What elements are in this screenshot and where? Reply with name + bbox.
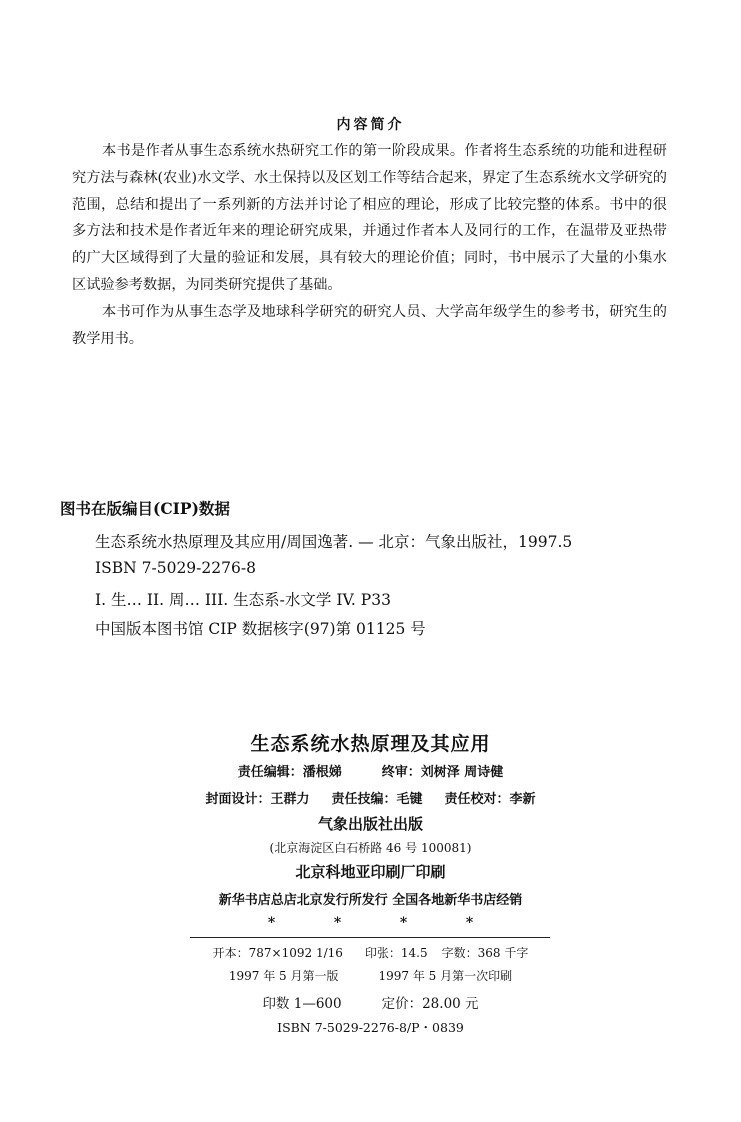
words: 字数：368 千字	[441, 946, 529, 960]
cip-line-2: ISBN 7-5029-2276-8	[95, 559, 256, 577]
star-1: *	[267, 915, 276, 931]
credits-row-1	[0, 761, 741, 780]
cip-line-1: 生态系统水热原理及其应用/周国逸著. — 北京：气象出版社，1997.5	[95, 533, 573, 551]
edition: 1997 年 5 月第一版	[228, 969, 339, 983]
editor: 责任编辑：潘根娣	[237, 765, 342, 780]
format: 开本：787×1092 1/16	[212, 946, 343, 960]
printer: 北京科地亚印刷厂印刷	[295, 863, 446, 881]
book-title: 生态系统水热原理及其应用	[250, 733, 491, 755]
star-4: *	[465, 915, 474, 931]
specs-row	[0, 944, 741, 961]
cip-title: 图书在版编目(CIP)数据	[60, 499, 230, 518]
edition-row	[0, 967, 741, 984]
print-run: 印数 1—600	[262, 996, 342, 1012]
tech-editor: 责任技编：毛键	[331, 792, 423, 807]
intro-paragraph-1: 本书是作者从事生态系统水热研究工作的第一阶段成果。作者将生态系统的功能和进程研究方法与森林(农业)水文学、水土保持以及区划工作等结合起来，界定了生态系统水文学研究的范围，总结和提出了一系列新的方法并讨论了相应的理论，形成了比较完整的体系。书中的很多方法和技术是作者近年来的理论研究成果，并通过作者本人及同行的工作，在温带及亚热带的广大区域得到了大量的验证和发展，具有较大的理论价值；同时，书中展示了大量的小集水区试验参考数据，为同类研究提供了基础。	[72, 143, 667, 293]
intro-section	[72, 138, 667, 352]
cover-design: 封面设计：王群力	[205, 792, 310, 807]
price-row	[0, 992, 741, 1012]
credits-row-2	[0, 788, 741, 807]
final-review: 终审：刘树泽 周诗健	[381, 765, 504, 780]
star-3: *	[399, 915, 408, 931]
cip-line-4: 中国版本图书馆 CIP 数据核字(97)第 01125 号	[95, 620, 426, 638]
isbn-full: ISBN 7-5029-2276-8/P・0839	[277, 1020, 464, 1035]
star-2: *	[333, 915, 342, 931]
distributor: 新华书店总店北京发行所发行 全国各地新华书店经销	[218, 893, 523, 908]
proofreader: 责任校对：李新	[444, 792, 536, 807]
publisher: 气象出版社出版	[317, 815, 423, 833]
intro-paragraph-2: 本书可作为从事生态学及地球科学研究的研究人员、大学高年级学生的参考书，研究生的教学用书。	[72, 303, 667, 347]
publisher-address: (北京海淀区白石桥路 46 号 100081)	[269, 841, 472, 855]
divider-line	[190, 937, 550, 938]
price: 定价：28.00 元	[381, 996, 479, 1012]
sheets: 印张：14.5	[364, 946, 428, 960]
cip-line-3: I. 生… II. 周… III. 生态系-水文学 IV. P33	[95, 591, 391, 609]
printing: 1997 年 5 月第一次印刷	[378, 969, 513, 983]
intro-title: 内容简介	[336, 117, 405, 133]
star-divider	[0, 915, 741, 931]
